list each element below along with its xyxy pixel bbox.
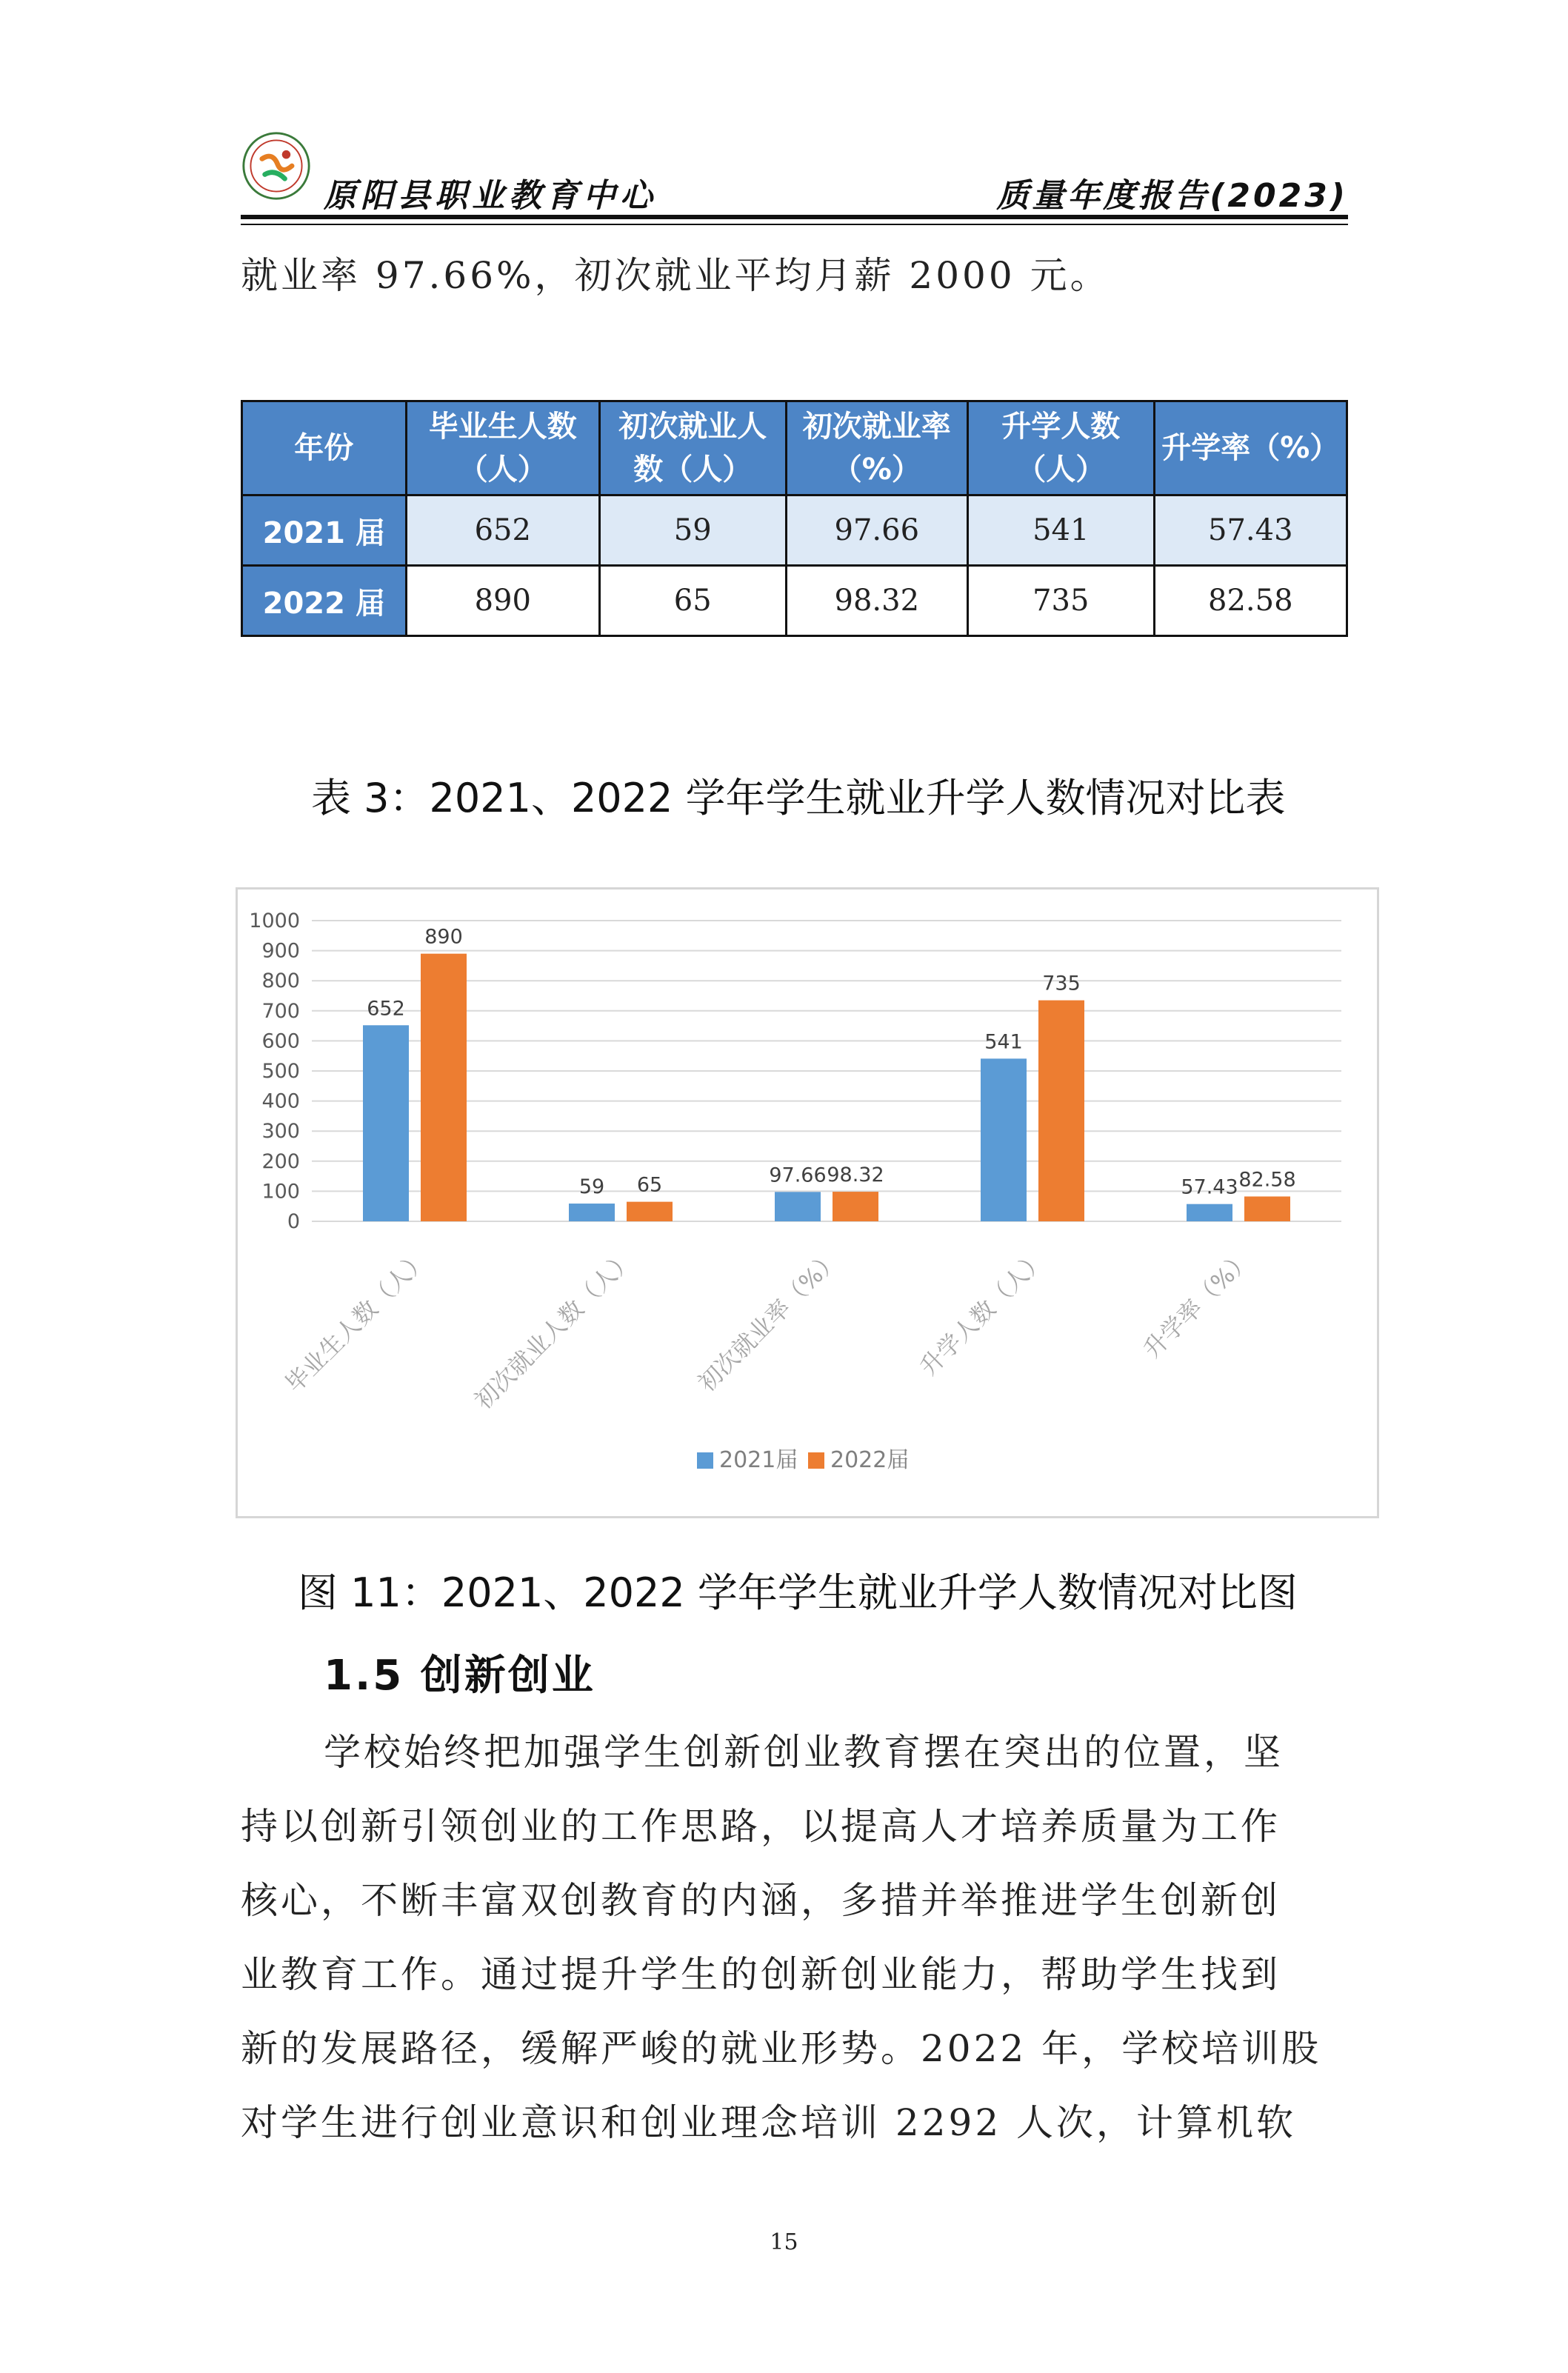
header-rule-thin xyxy=(241,224,1348,225)
intro-text: 就业率 97.66%，初次就业平均月薪 2000 元。 xyxy=(241,254,1110,297)
y-tick-label: 100 xyxy=(261,1180,300,1204)
y-tick-label: 300 xyxy=(261,1120,300,1144)
intro-paragraph xyxy=(241,238,1348,313)
table-caption: 表 3：2021、2022 学年学生就业升学人数情况对比表 xyxy=(311,775,1286,821)
y-tick-label: 1000 xyxy=(249,910,300,932)
table-header-cell: 升学率（%） xyxy=(1154,401,1347,495)
x-tick-label: 初次就业人数（人） xyxy=(469,1244,640,1415)
table-header-cell: 毕业生人数（人） xyxy=(406,401,599,495)
bar xyxy=(1187,1204,1232,1221)
y-tick-label: 500 xyxy=(261,1060,300,1083)
data-label: 735 xyxy=(1042,972,1081,995)
bar xyxy=(363,1025,409,1221)
table-row xyxy=(242,495,1347,566)
bar xyxy=(1244,1196,1290,1221)
data-label: 57.43 xyxy=(1181,1175,1238,1199)
body-line: 新的发展路径，缓解严峻的就业形势。2022 年，学校培训股 xyxy=(241,2027,1322,2070)
y-tick-label: 600 xyxy=(261,1029,300,1053)
table-cell: 57.43 xyxy=(1154,495,1347,566)
y-tick-label: 800 xyxy=(261,969,300,993)
school-name: 原阳县职业教育中心 xyxy=(324,177,657,215)
bar xyxy=(1038,1001,1084,1221)
bar xyxy=(421,954,467,1221)
table-row-label: 2021 届 xyxy=(242,495,407,566)
legend-entry: 2022届 xyxy=(830,1447,910,1473)
x-tick-label: 升学人数（人） xyxy=(914,1244,1052,1382)
data-label: 59 xyxy=(578,1175,605,1199)
legend-swatch xyxy=(808,1452,824,1469)
figure-caption: 图 11：2021、2022 学年学生就业升学人数情况对比图 xyxy=(298,1569,1298,1616)
bar xyxy=(775,1192,821,1221)
y-tick-label: 400 xyxy=(261,1089,300,1113)
data-label: 541 xyxy=(984,1030,1023,1054)
bar xyxy=(833,1192,878,1221)
table-cell: 541 xyxy=(968,495,1155,566)
table-header-cell: 初次就业人数（人） xyxy=(600,401,787,495)
page-header xyxy=(241,126,1348,215)
table-cell: 652 xyxy=(406,495,599,566)
table-header-row xyxy=(242,401,1347,495)
table-row xyxy=(242,566,1347,636)
bar xyxy=(569,1204,615,1221)
body-paragraph xyxy=(241,1715,1348,2160)
table-header-cell: 初次就业率（%） xyxy=(786,401,968,495)
y-tick-label: 900 xyxy=(261,939,300,963)
table-cell: 82.58 xyxy=(1154,566,1347,636)
table-cell: 98.32 xyxy=(786,566,968,636)
data-label: 65 xyxy=(636,1173,663,1197)
x-tick-label: 毕业生人数（人） xyxy=(279,1244,434,1398)
data-label: 890 xyxy=(424,925,463,949)
y-tick-label: 0 xyxy=(287,1210,300,1233)
bar xyxy=(981,1058,1027,1221)
body-line: 业教育工作。通过提升学生的创新创业能力，帮助学生找到 xyxy=(241,1953,1281,1996)
header-rule-thick xyxy=(241,215,1348,219)
section-heading: 1.5 创新创业 xyxy=(324,1652,595,1700)
table-cell: 65 xyxy=(600,566,787,636)
page-number: 15 xyxy=(770,2229,798,2255)
table-cell: 97.66 xyxy=(786,495,968,566)
table-row-label: 2022 届 xyxy=(242,566,407,636)
legend-swatch xyxy=(697,1452,713,1469)
report-title: 质量年度报告(2023) xyxy=(996,177,1348,215)
data-label: 97.66 xyxy=(769,1164,827,1187)
x-tick-label: 初次就业率（%） xyxy=(692,1244,846,1398)
table-cell: 735 xyxy=(968,566,1155,636)
body-line: 持以创新引领创业的工作思路，以提高人才培养质量为工作 xyxy=(241,1805,1281,1848)
table-header-cell: 升学人数（人） xyxy=(968,401,1155,495)
school-logo-icon xyxy=(241,130,312,201)
body-line: 学校始终把加强学生创新创业教育摆在突出的位置，坚 xyxy=(324,1731,1284,1774)
legend-entry: 2021届 xyxy=(719,1447,798,1473)
table-cell: 59 xyxy=(600,495,787,566)
chart-frame xyxy=(236,887,1379,1518)
data-label: 82.58 xyxy=(1238,1168,1296,1192)
employment-table xyxy=(241,400,1348,637)
table-header-cell: 年份 xyxy=(242,401,407,495)
bar xyxy=(627,1202,673,1221)
table-cell: 890 xyxy=(406,566,599,636)
y-tick-label: 200 xyxy=(261,1149,300,1173)
y-tick-label: 700 xyxy=(261,999,300,1023)
data-label: 652 xyxy=(367,997,405,1021)
body-line: 核心，不断丰富双创教育的内涵，多措并举推进学生创新创 xyxy=(241,1879,1281,1922)
body-line: 对学生进行创业意识和创业理念培训 2292 人次，计算机软 xyxy=(241,2101,1297,2144)
bar-chart xyxy=(238,890,1377,1516)
data-label: 98.32 xyxy=(827,1164,884,1187)
x-tick-label: 升学率（%） xyxy=(1138,1244,1258,1364)
